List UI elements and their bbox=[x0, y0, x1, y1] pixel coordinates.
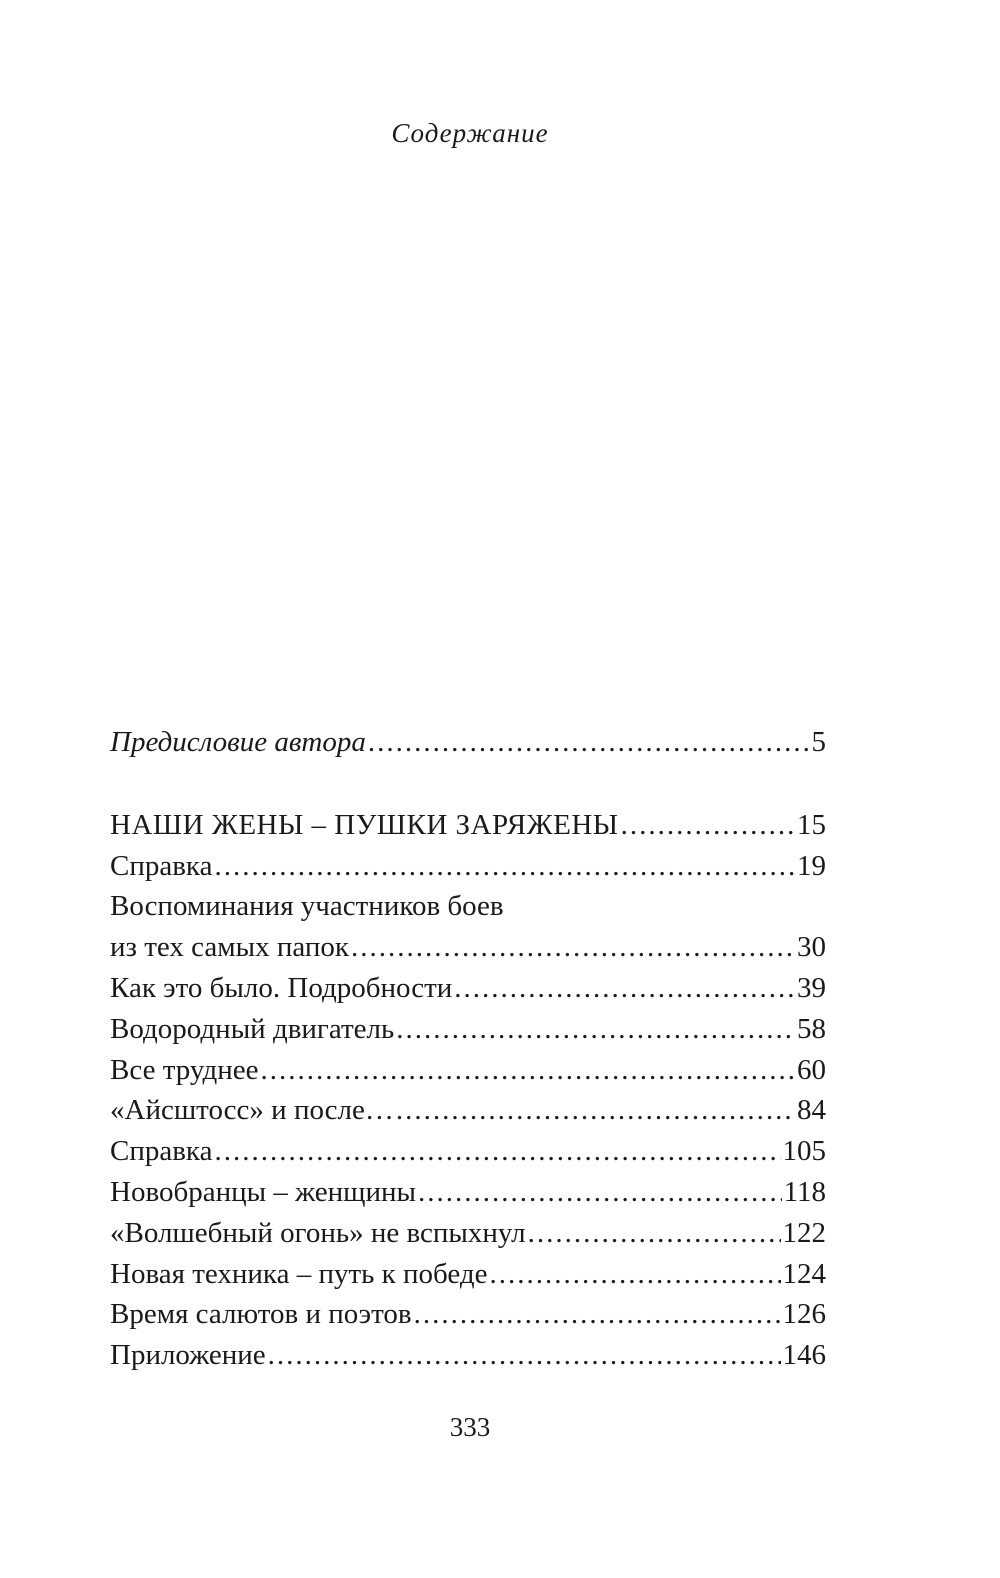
toc-entry-label: Справка bbox=[110, 849, 213, 882]
toc-entry[interactable] bbox=[110, 1090, 826, 1131]
toc-entry-label: Время салютов и поэтов bbox=[110, 1298, 412, 1331]
toc-entry-page: 84 bbox=[797, 1094, 826, 1127]
toc-entry[interactable] bbox=[110, 968, 826, 1009]
toc-entry-page: 19 bbox=[797, 849, 826, 882]
dot-leader bbox=[261, 1050, 795, 1091]
toc-entry[interactable] bbox=[110, 1335, 826, 1376]
toc-entry-label: «Волшебный огонь» не вспыхнул bbox=[110, 1216, 526, 1249]
toc-entry[interactable] bbox=[110, 1009, 826, 1050]
dot-leader bbox=[418, 1172, 782, 1213]
dot-leader bbox=[214, 846, 795, 887]
toc-entry-label: Все труднее bbox=[110, 1053, 259, 1086]
toc-entry-page: 126 bbox=[782, 1298, 826, 1331]
toc-entry-label: Приложение bbox=[110, 1339, 266, 1372]
dot-leader bbox=[214, 1131, 780, 1172]
page-title: Содержание bbox=[391, 118, 549, 148]
toc-entry[interactable] bbox=[110, 846, 826, 887]
dot-leader bbox=[489, 1254, 780, 1295]
toc-entry[interactable] bbox=[110, 1294, 826, 1335]
dot-leader bbox=[528, 1213, 781, 1254]
toc-entry-label: Воспоминания участников боев bbox=[110, 890, 504, 923]
toc-entry-label: из тех самых папок bbox=[110, 931, 349, 964]
toc-entry-page: 5 bbox=[811, 726, 826, 758]
toc-entry-page: 122 bbox=[782, 1216, 826, 1249]
dot-leader bbox=[396, 1090, 795, 1131]
toc-entry[interactable] bbox=[110, 1050, 826, 1091]
toc-entry[interactable] bbox=[110, 927, 826, 968]
toc-entry-label: Предисловие автора bbox=[110, 726, 366, 758]
toc-entry-page: 15 bbox=[797, 808, 826, 841]
toc-entry-label: Новобранцы – женщины bbox=[110, 1175, 416, 1208]
page-number: 333 bbox=[449, 1412, 491, 1442]
toc-entry-page: 105 bbox=[782, 1135, 826, 1168]
toc-entry-page: 118 bbox=[783, 1175, 826, 1208]
dot-leader bbox=[454, 968, 795, 1009]
toc-entry-page: 146 bbox=[782, 1339, 826, 1372]
toc-entry-label: Водородный двигатель bbox=[110, 1012, 395, 1045]
toc-entry-label: НАШИ ЖЕНЫ – ПУШКИ ЗАРЯЖЕНЫ bbox=[110, 808, 619, 841]
spacer bbox=[110, 763, 826, 805]
table-of-contents bbox=[110, 722, 826, 1376]
toc-entry-preface[interactable] bbox=[110, 722, 826, 763]
toc-entry-label: Как это было. Подробности bbox=[110, 971, 453, 1004]
toc-entry-page: 39 bbox=[797, 971, 826, 1004]
toc-entry-page: 58 bbox=[797, 1012, 826, 1045]
toc-entry[interactable] bbox=[110, 1254, 826, 1295]
toc-entry-page: 124 bbox=[782, 1257, 826, 1290]
toc-entry[interactable] bbox=[110, 1131, 826, 1172]
dot-leader bbox=[268, 1335, 781, 1376]
toc-entry[interactable] bbox=[110, 886, 826, 927]
dot-leader bbox=[396, 1009, 795, 1050]
toc-entry-page: 30 bbox=[797, 931, 826, 964]
dot-leader bbox=[414, 1294, 781, 1335]
toc-entry-label: Новая техника – путь к победе bbox=[110, 1257, 488, 1290]
toc-entry[interactable] bbox=[110, 1172, 826, 1213]
toc-entry[interactable] bbox=[110, 1213, 826, 1254]
toc-entry-label: Справка bbox=[110, 1135, 213, 1168]
dot-leader bbox=[351, 927, 795, 968]
dot-leader bbox=[621, 805, 795, 846]
toc-entry-page: 60 bbox=[797, 1053, 826, 1086]
toc-entry-label: «Айсштосс» и после… bbox=[110, 1094, 394, 1127]
dot-leader bbox=[368, 722, 810, 763]
toc-entry[interactable] bbox=[110, 805, 826, 846]
